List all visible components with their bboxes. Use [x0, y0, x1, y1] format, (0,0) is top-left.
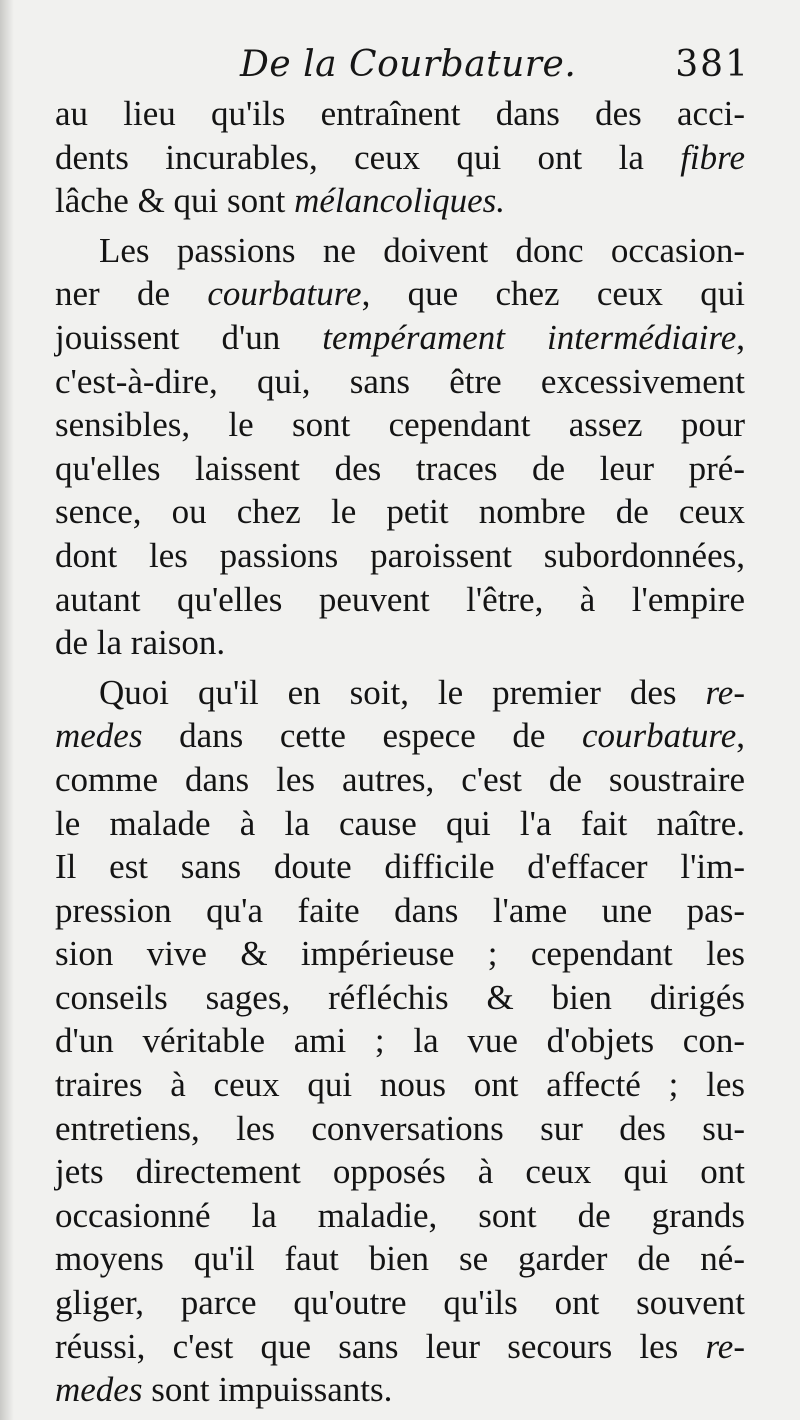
text-run: jouissent d'un	[55, 317, 323, 357]
italic-text: medes	[55, 716, 143, 756]
text-run: moyens qu'il faut bien se garder de né-	[55, 1239, 745, 1279]
text-line	[55, 1281, 745, 1325]
text-line	[55, 671, 745, 715]
text-line	[55, 1237, 745, 1281]
text-line	[55, 272, 745, 316]
text-run: gliger, parce qu'outre qu'ils ont souvent	[55, 1283, 745, 1323]
text-line	[55, 534, 745, 578]
text-run: c'est-à-dire, qui, sans être excessivement	[55, 361, 745, 401]
body-text	[55, 92, 745, 1412]
page-number: 381	[675, 44, 750, 85]
text-run: ,	[736, 317, 745, 357]
italic-text: re-	[705, 1326, 745, 1366]
text-run: dans cette espece de	[142, 716, 582, 756]
text-line	[55, 802, 745, 846]
text-run: au lieu qu'ils entraînent dans des acci-	[55, 94, 745, 133]
text-run: le malade à la cause qui l'a fait naître.	[55, 803, 745, 843]
text-line	[55, 1107, 745, 1151]
text-run: , que chez ceux qui	[361, 274, 745, 314]
text-run: dents incurables, ceux qui ont la	[55, 137, 681, 177]
text-run: dont les passions paroissent subordonnées,	[55, 535, 745, 575]
text-run: sont impuissants.	[142, 1370, 393, 1410]
text-line	[55, 447, 745, 491]
running-title: De la Courbature.	[240, 44, 577, 85]
text-run: occasionné la maladie, sont de grands	[55, 1195, 745, 1235]
text-line	[55, 1325, 745, 1369]
text-run: autant qu'elles peuvent l'être, à l'empire	[55, 579, 745, 619]
text-line	[55, 714, 745, 758]
italic-text: courbature	[207, 274, 362, 314]
text-line	[55, 621, 745, 665]
text-run: Les passions ne doivent donc occasion-	[99, 230, 745, 270]
italic-text: re-	[705, 672, 745, 712]
text-run: jets directement opposés à ceux qui ont	[55, 1152, 745, 1192]
text-line	[55, 179, 745, 223]
text-run: Quoi qu'il en soit, le premier des	[99, 672, 706, 712]
running-head	[240, 44, 750, 98]
text-line	[55, 1194, 745, 1238]
text-line	[55, 1019, 745, 1063]
text-run: ,	[736, 716, 745, 756]
text-line	[55, 1150, 745, 1194]
text-run: entretiens, les conversations sur des su-	[55, 1108, 745, 1148]
italic-text: courbature	[582, 716, 737, 756]
text-line	[55, 932, 745, 976]
text-line	[55, 92, 745, 136]
text-run: ner de	[55, 274, 208, 314]
text-line	[55, 403, 745, 447]
text-run: lâche & qui sont	[55, 181, 295, 221]
italic-text: fibre	[680, 137, 745, 177]
text-line	[55, 758, 745, 802]
text-run: d'un véritable ami ; la vue d'objets con-	[55, 1021, 745, 1061]
text-run: qu'elles laissent des traces de leur pré-	[55, 448, 745, 488]
text-line	[55, 976, 745, 1020]
text-line	[55, 490, 745, 534]
text-run: de la raison.	[55, 623, 226, 663]
text-run: comme dans les autres, c'est de soustraire	[55, 759, 745, 799]
binding-shadow	[0, 0, 14, 1420]
text-line	[55, 136, 745, 180]
italic-text: medes	[55, 1370, 143, 1410]
text-line	[55, 1368, 745, 1412]
italic-text: tempérament intermédiaire	[322, 317, 737, 357]
italic-text: mélancoliques.	[294, 181, 506, 221]
text-run: réussi, c'est que sans leur secours les	[55, 1326, 706, 1366]
text-run: sion vive & impérieuse ; cependant les	[55, 934, 745, 974]
text-line	[55, 578, 745, 622]
text-line	[55, 360, 745, 404]
text-run: sence, ou chez le petit nombre de ceux	[55, 492, 745, 532]
text-line	[55, 316, 745, 360]
text-run: conseils sages, réfléchis & bien dirigés	[55, 977, 745, 1017]
text-line	[55, 1063, 745, 1107]
text-run: sensibles, le sont cependant assez pour	[55, 405, 745, 445]
text-line	[55, 845, 745, 889]
text-run: Il est sans doute difficile d'effacer l'im-	[55, 847, 745, 887]
text-line	[55, 229, 745, 273]
text-run: pression qu'a faite dans l'ame une pas-	[55, 890, 745, 930]
text-line	[55, 889, 745, 933]
text-run: traires à ceux qui nous ont affecté ; les	[55, 1065, 745, 1105]
